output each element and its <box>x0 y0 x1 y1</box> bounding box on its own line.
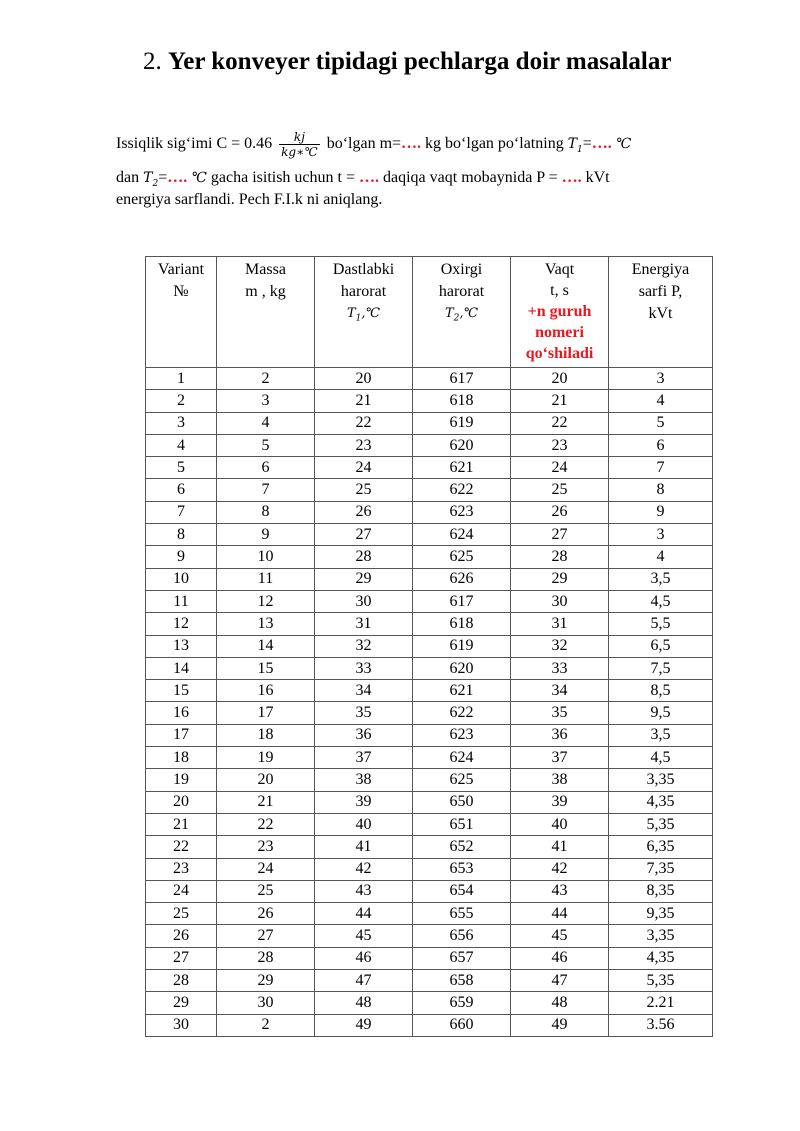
table-row <box>146 769 713 791</box>
table-cell: 9 <box>146 546 217 568</box>
table-row <box>146 880 713 902</box>
header-final-temp: Oxirgi harorat $T_2,℃$ <box>413 257 511 368</box>
table-row <box>146 858 713 880</box>
table-cell: 13 <box>217 613 315 635</box>
table-row <box>146 791 713 813</box>
table-cell: 3.56 <box>609 1014 713 1036</box>
header-mass: Massa m , kg <box>217 257 315 368</box>
table-row <box>146 657 713 679</box>
table-cell: 12 <box>146 613 217 635</box>
problem-line-1: Issiqlik sig‘imi C = 0.46 $\frac{kj}{kg∗℃}$ bo‘lgan m=…. kg bo‘lgan po‘latning $T_1=\dots$. ℃ <box>116 130 632 159</box>
table-cell: 39 <box>315 791 413 813</box>
table-cell: 5,5 <box>609 613 713 635</box>
table-cell: 42 <box>511 858 609 880</box>
table-cell: 626 <box>413 568 511 590</box>
table-row <box>146 501 713 523</box>
table-row <box>146 903 713 925</box>
table-cell: 620 <box>413 434 511 456</box>
table-cell: 621 <box>413 457 511 479</box>
table-cell: 14 <box>217 635 315 657</box>
table-cell: 650 <box>413 791 511 813</box>
table-row <box>146 836 713 858</box>
table-cell: 35 <box>511 702 609 724</box>
table-cell: 30 <box>511 590 609 612</box>
table-cell: 28 <box>511 546 609 568</box>
table-cell: 32 <box>315 635 413 657</box>
table-cell: 15 <box>217 657 315 679</box>
table-cell: 4,35 <box>609 791 713 813</box>
table-cell: 22 <box>217 813 315 835</box>
table-cell: 24 <box>146 880 217 902</box>
table-cell: 31 <box>315 613 413 635</box>
table-cell: 9 <box>217 524 315 546</box>
header-energy: Energiya sarfi P, kVt <box>609 257 713 368</box>
header-variant: Variant № <box>146 257 217 368</box>
table-cell: 25 <box>315 479 413 501</box>
table-cell: 3,5 <box>609 568 713 590</box>
table-cell: 11 <box>146 590 217 612</box>
table-cell: 39 <box>511 791 609 813</box>
table-cell: 21 <box>315 390 413 412</box>
table-cell: 21 <box>146 813 217 835</box>
table-cell: 9,5 <box>609 702 713 724</box>
table-cell: 623 <box>413 724 511 746</box>
table-cell: 5 <box>217 434 315 456</box>
variants-table <box>145 256 713 1037</box>
table-cell: 14 <box>146 657 217 679</box>
table-cell: 38 <box>511 769 609 791</box>
table-cell: 30 <box>217 992 315 1014</box>
table-cell: 49 <box>511 1014 609 1036</box>
table-cell: 6 <box>609 434 713 456</box>
table-cell: 617 <box>413 368 511 390</box>
table-cell: 2 <box>217 368 315 390</box>
blank-t1: …. <box>591 135 612 153</box>
table-cell: 30 <box>315 590 413 612</box>
table-cell: 13 <box>146 635 217 657</box>
table-cell: 32 <box>511 635 609 657</box>
table-cell: 20 <box>315 368 413 390</box>
blank-t2: …. <box>167 169 188 186</box>
blank-time: …. <box>359 169 379 186</box>
table-cell: 622 <box>413 479 511 501</box>
table-row <box>146 390 713 412</box>
table-cell: 36 <box>315 724 413 746</box>
table-cell: 7,35 <box>609 858 713 880</box>
table-cell: 652 <box>413 836 511 858</box>
table-cell: 18 <box>217 724 315 746</box>
table-cell: 23 <box>146 858 217 880</box>
table-cell: 619 <box>413 635 511 657</box>
table-cell: 29 <box>217 970 315 992</box>
table-cell: 33 <box>511 657 609 679</box>
table-cell: 19 <box>217 747 315 769</box>
page-title <box>143 48 671 76</box>
table-body <box>146 368 713 1037</box>
table-cell: 622 <box>413 702 511 724</box>
problem-line-3: energiya sarflandi. Pech F.I.k ni aniqlang. <box>116 191 383 208</box>
table-cell: 8 <box>609 479 713 501</box>
table-cell: 21 <box>511 390 609 412</box>
table-cell: 23 <box>315 434 413 456</box>
table-row <box>146 1014 713 1036</box>
table-cell: 8 <box>146 524 217 546</box>
table-cell: 41 <box>511 836 609 858</box>
table-cell: 3 <box>217 390 315 412</box>
table-cell: 24 <box>217 858 315 880</box>
table-cell: 26 <box>217 903 315 925</box>
table-cell: 12 <box>217 590 315 612</box>
table-row <box>146 747 713 769</box>
table-cell: 10 <box>217 546 315 568</box>
table-cell: 17 <box>217 702 315 724</box>
table-cell: 651 <box>413 813 511 835</box>
blank-power: …. <box>561 169 582 186</box>
table-cell: 654 <box>413 880 511 902</box>
table-cell: 44 <box>315 903 413 925</box>
table-row <box>146 524 713 546</box>
table-cell: 25 <box>217 880 315 902</box>
table-row <box>146 992 713 1014</box>
table-cell: 33 <box>315 657 413 679</box>
table-cell: 7 <box>217 479 315 501</box>
header-time: Vaqt t, s +n guruh nomeri qo‘shiladi <box>511 257 609 368</box>
table-cell: 23 <box>217 836 315 858</box>
table-cell: 49 <box>315 1014 413 1036</box>
table-cell: 3 <box>146 412 217 434</box>
table-cell: 7,5 <box>609 657 713 679</box>
table-cell: 617 <box>413 590 511 612</box>
table-cell: 619 <box>413 412 511 434</box>
table-cell: 35 <box>315 702 413 724</box>
table-cell: 15 <box>146 680 217 702</box>
table-cell: 31 <box>511 613 609 635</box>
table-cell: 5,35 <box>609 970 713 992</box>
table-cell: 7 <box>609 457 713 479</box>
table-cell: 618 <box>413 613 511 635</box>
table-cell: 38 <box>315 769 413 791</box>
table-cell: 5 <box>609 412 713 434</box>
table-cell: 43 <box>315 880 413 902</box>
table-cell: 16 <box>217 680 315 702</box>
table-cell: 36 <box>511 724 609 746</box>
table-cell: 29 <box>315 568 413 590</box>
table-row <box>146 724 713 746</box>
table-cell: 7 <box>146 501 217 523</box>
table-cell: 4 <box>609 546 713 568</box>
table-cell: 8,5 <box>609 680 713 702</box>
table-cell: 22 <box>146 836 217 858</box>
problem-line-2: dan $T_2=\dots$. ℃ gacha isitish uchun t = …. daqiqa vaqt mobaynida P = …. kVt <box>116 169 610 189</box>
table-cell: 37 <box>315 747 413 769</box>
table-row <box>146 434 713 456</box>
table-cell: 48 <box>511 992 609 1014</box>
table-cell: 659 <box>413 992 511 1014</box>
table-cell: 28 <box>217 947 315 969</box>
table-cell: 3 <box>609 524 713 546</box>
table-cell: 6,35 <box>609 836 713 858</box>
table-cell: 16 <box>146 702 217 724</box>
table-cell: 4,5 <box>609 747 713 769</box>
table-cell: 44 <box>511 903 609 925</box>
table-cell: 37 <box>511 747 609 769</box>
table-cell: 4 <box>217 412 315 434</box>
table-cell: 625 <box>413 546 511 568</box>
table-cell: 23 <box>511 434 609 456</box>
table-row <box>146 412 713 434</box>
table-cell: 40 <box>511 813 609 835</box>
table-cell: 43 <box>511 880 609 902</box>
table-cell: 29 <box>146 992 217 1014</box>
table-cell: 42 <box>315 858 413 880</box>
table-cell: 46 <box>315 947 413 969</box>
table-cell: 4,35 <box>609 947 713 969</box>
table-cell: 22 <box>315 412 413 434</box>
table-cell: 4 <box>146 434 217 456</box>
table-row <box>146 702 713 724</box>
table-cell: 6 <box>146 479 217 501</box>
table-cell: 3 <box>609 368 713 390</box>
table-cell: 6 <box>217 457 315 479</box>
table-row <box>146 457 713 479</box>
table-header-row <box>146 257 713 368</box>
table-cell: 25 <box>511 479 609 501</box>
table-cell: 2.21 <box>609 992 713 1014</box>
table-cell: 625 <box>413 769 511 791</box>
table-row <box>146 925 713 947</box>
table-cell: 3,35 <box>609 925 713 947</box>
table-cell: 20 <box>511 368 609 390</box>
table-cell: 5,35 <box>609 813 713 835</box>
symbol-t1: $T_1$ <box>567 136 583 155</box>
table-cell: 8,35 <box>609 880 713 902</box>
table-row <box>146 680 713 702</box>
table-cell: 653 <box>413 858 511 880</box>
table-cell: 657 <box>413 947 511 969</box>
table-cell: 28 <box>146 970 217 992</box>
table-cell: 26 <box>146 925 217 947</box>
table-row <box>146 970 713 992</box>
table-cell: 34 <box>315 680 413 702</box>
table-cell: 8 <box>217 501 315 523</box>
table-cell: 27 <box>511 524 609 546</box>
table-cell: 26 <box>315 501 413 523</box>
table-cell: 4 <box>609 390 713 412</box>
table-cell: 45 <box>315 925 413 947</box>
table-cell: 17 <box>146 724 217 746</box>
table-cell: 9,35 <box>609 903 713 925</box>
table-cell: 41 <box>315 836 413 858</box>
table-cell: 624 <box>413 524 511 546</box>
table-cell: 47 <box>315 970 413 992</box>
table-cell: 10 <box>146 568 217 590</box>
table-cell: 46 <box>511 947 609 969</box>
table-cell: 27 <box>217 925 315 947</box>
table-cell: 22 <box>511 412 609 434</box>
blank-mass: …. <box>401 135 422 153</box>
symbol-t2: $T_2$ <box>143 170 159 189</box>
table-cell: 24 <box>511 457 609 479</box>
header-initial-temp: Dastlabki harorat $T_1,℃$ <box>315 257 413 368</box>
table-row <box>146 813 713 835</box>
table-cell: 9 <box>609 501 713 523</box>
table-cell: 48 <box>315 992 413 1014</box>
section-number: 2. <box>143 48 162 75</box>
table-cell: 21 <box>217 791 315 813</box>
table-row <box>146 368 713 390</box>
table-cell: 3,5 <box>609 724 713 746</box>
table-row <box>146 590 713 612</box>
table-cell: 27 <box>146 947 217 969</box>
section-title: Yer konveyer tipidagi pechlarga doir masalalar <box>168 48 672 75</box>
table-cell: 47 <box>511 970 609 992</box>
table-cell: 24 <box>315 457 413 479</box>
table-cell: 28 <box>315 546 413 568</box>
table-cell: 20 <box>146 791 217 813</box>
table-cell: 1 <box>146 368 217 390</box>
table-cell: 655 <box>413 903 511 925</box>
table-cell: 660 <box>413 1014 511 1036</box>
table-cell: 618 <box>413 390 511 412</box>
table-cell: 29 <box>511 568 609 590</box>
table-row <box>146 568 713 590</box>
table-cell: 5 <box>146 457 217 479</box>
table-cell: 18 <box>146 747 217 769</box>
table-cell: 19 <box>146 769 217 791</box>
table-cell: 2 <box>146 390 217 412</box>
table-cell: 624 <box>413 747 511 769</box>
table-cell: 4,5 <box>609 590 713 612</box>
table-cell: 3,35 <box>609 769 713 791</box>
table-cell: 20 <box>217 769 315 791</box>
table-cell: 658 <box>413 970 511 992</box>
table-row <box>146 546 713 568</box>
table-cell: 26 <box>511 501 609 523</box>
table-cell: 45 <box>511 925 609 947</box>
unit-fraction: $\frac{kj}{kg∗℃}$ <box>281 130 318 159</box>
table-cell: 656 <box>413 925 511 947</box>
table-row <box>146 479 713 501</box>
table-cell: 11 <box>217 568 315 590</box>
table-cell: 620 <box>413 657 511 679</box>
table-cell: 40 <box>315 813 413 835</box>
table-row <box>146 947 713 969</box>
table-row <box>146 635 713 657</box>
table-cell: 34 <box>511 680 609 702</box>
table-cell: 6,5 <box>609 635 713 657</box>
table-cell: 25 <box>146 903 217 925</box>
table-cell: 30 <box>146 1014 217 1036</box>
table-cell: 621 <box>413 680 511 702</box>
table-cell: 2 <box>217 1014 315 1036</box>
table-row <box>146 613 713 635</box>
table-cell: 27 <box>315 524 413 546</box>
table-cell: 623 <box>413 501 511 523</box>
